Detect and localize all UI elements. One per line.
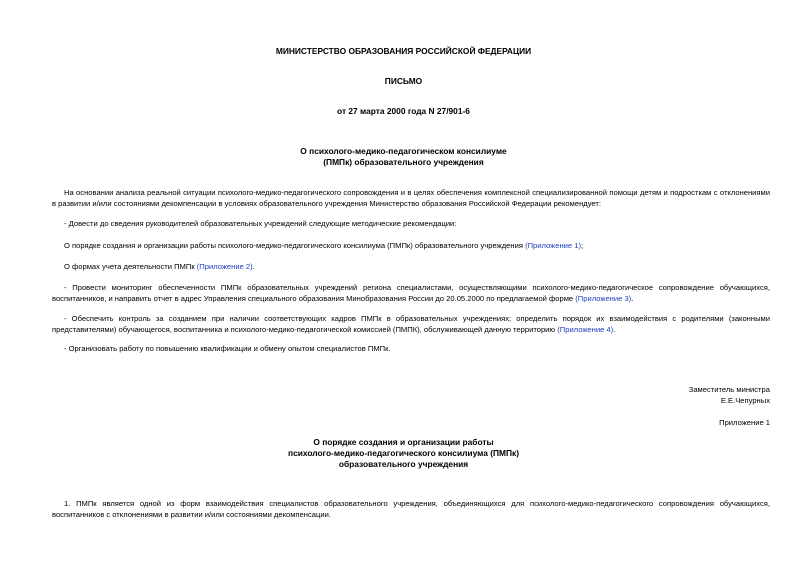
appendix-title-line-2: психолого-медико-педагогического консилиума (ПМПк) [288, 448, 519, 458]
recommendation-item-1: - Довести до сведения руководителей образовательных учреждений следующие методические рекомендации: [64, 219, 457, 228]
signature-position: Заместитель министра [688, 385, 770, 394]
appendix-title-line-1: О порядке создания и организации работы [313, 437, 494, 447]
appendix-4-link[interactable]: (Приложение 4) [557, 325, 614, 334]
subject-line-1: О психолого-медико-педагогическом консилиуме [300, 146, 507, 156]
document-date-number: от 27 марта 2000 года N 27/901-6 [337, 106, 470, 116]
item-3-text: О формах учета деятельности ПМПк [64, 262, 197, 271]
item-5-tail: . [613, 325, 616, 334]
subject-line-2: (ПМПк) образовательного учреждения [323, 157, 484, 167]
appendix-label: Приложение 1 [719, 418, 770, 427]
item-3-tail: . [252, 262, 255, 271]
appendix-1-link[interactable]: (Приложение 1) [525, 241, 581, 250]
recommendation-item-4 [52, 282, 770, 304]
recommendation-item-3 [52, 261, 770, 272]
recommendation-item-2 [52, 240, 770, 251]
ministry-heading: МИНИСТЕРСТВО ОБРАЗОВАНИЯ РОССИЙСКОЙ ФЕДЕРАЦИИ [275, 46, 532, 56]
appendix-2-link[interactable]: (Приложение 2) [196, 262, 253, 271]
item-2-text: О порядке создания и организации работы психолого-медико-педагогического консилиума (ПМПк) образовательного учреждения [64, 241, 526, 250]
item-2-tail: ; [581, 241, 584, 250]
recommendation-item-6: - Организовать работу по повышению квалификации и обмену опытом специалистов ПМПк. [64, 344, 391, 353]
item-4-text: - Провести мониторинг обеспеченности ПМПк образовательных учреждений региона специалистами, осуществляющими психолого-медико-педагогическое сопровождение обучающихся, воспитанников, и направить отчет в адрес Управления специального образования Минобразования России до 20.05.2000 по предлагаемой форме [52, 283, 770, 303]
appendix-3-link[interactable]: (Приложение 3) [575, 294, 632, 303]
appendix-title-line-3: образовательного учреждения [338, 459, 469, 469]
item-4-tail: . [631, 294, 634, 303]
intro-paragraph: На основании анализа реальной ситуации психолого-медико-педагогического сопровождения и в целях обеспечения комплексной специализированной помощи детям и подросткам с отклонениями в развитии и/или состояниями декомпенсации в условиях образовательного учреждения Министерство образования Российской Федерации рекомендует: [52, 188, 770, 208]
document-type: ПИСЬМО [384, 76, 423, 86]
appendix-paragraph-1: 1. ПМПк является одной из форм взаимодействия специалистов образовательного учреждения, объединяющихся для психолого-медико-педагогического сопровождения обучающихся, воспитанников с отклонениями в развитии и/или состояниями декомпенсации. [52, 499, 770, 519]
signature-name: Е.Е.Чепурных [720, 396, 770, 405]
item-5-text: - Обеспечить контроль за созданием при наличии соответствующих кадров ПМПк в образовательных учреждениях; определить порядок их взаимодействия с родителями (законными представителями) обучающегося, воспитанника и психолого-медико-педагогической комиссией (ПМПК), обслуживающей данную территорию [52, 314, 770, 334]
recommendation-item-5 [52, 313, 770, 335]
